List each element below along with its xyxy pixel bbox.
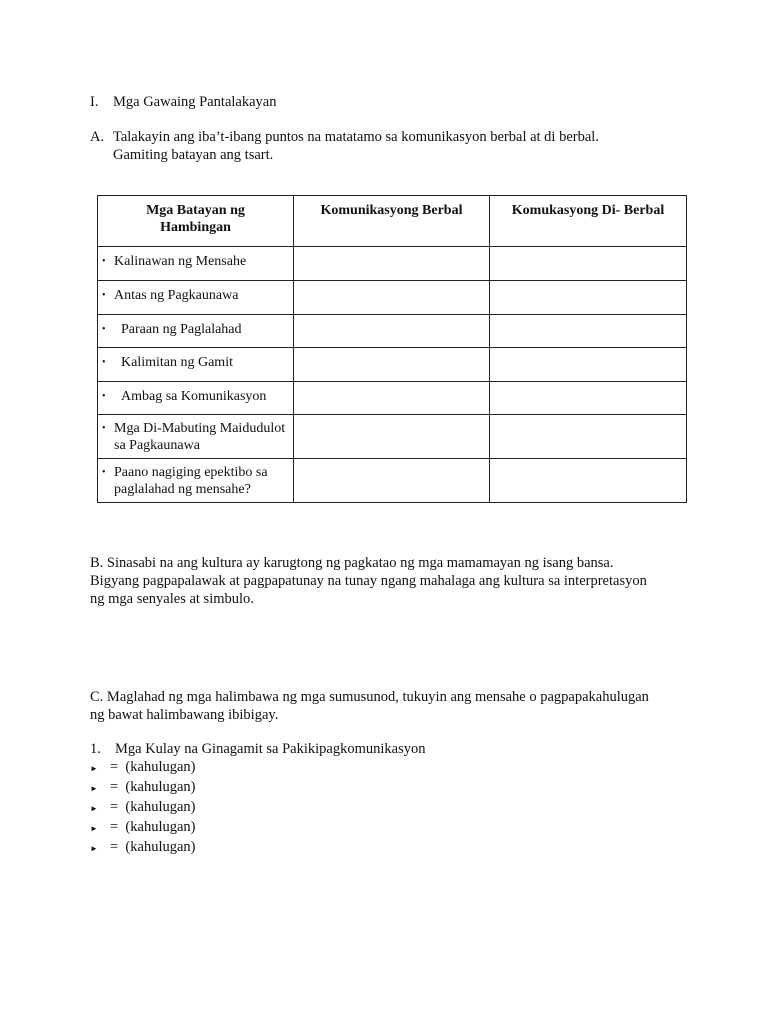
item-1-heading	[90, 740, 426, 758]
criterion-cell: • Paano nagiging epektibo sa paglalahad ng mensahe?	[98, 459, 294, 503]
criterion-cell: • Mga Di-Mabuting Maidudulot sa Pagkaunawa	[98, 415, 294, 459]
berbal-answer-cell[interactable]	[294, 459, 490, 503]
di-berbal-answer-cell[interactable]	[490, 348, 687, 382]
part-a	[90, 128, 599, 163]
table-row	[98, 415, 687, 459]
kahulugan-entry: = (kahulugan)	[110, 779, 196, 795]
table-row	[98, 459, 687, 503]
table-row	[98, 315, 687, 348]
section-i-numeral: I.	[90, 94, 99, 110]
header-batayan: Mga Batayan ng Hambingan	[98, 196, 294, 247]
criterion-cell: • Ambag sa Komunikasyon	[98, 382, 294, 415]
berbal-answer-cell[interactable]	[294, 281, 490, 315]
di-berbal-answer-cell[interactable]	[490, 315, 687, 348]
berbal-answer-cell[interactable]	[294, 247, 490, 281]
comparison-table	[97, 195, 687, 503]
arrow-bullet-icon: ►	[90, 804, 98, 813]
criterion-cell: • Kalimitan ng Gamit	[98, 348, 294, 382]
part-b-line1: B. Sinasabi na ang kultura ay karugtong ng pagkatao ng mga mamamayan ng isang bansa.	[90, 555, 614, 571]
table-row	[98, 348, 687, 382]
part-a-letter: A.	[90, 129, 105, 145]
di-berbal-answer-cell[interactable]	[490, 459, 687, 503]
list-item	[90, 798, 196, 818]
list-item	[90, 758, 196, 778]
part-c	[90, 688, 649, 724]
arrow-bullet-icon: ►	[90, 844, 98, 853]
list-item	[90, 818, 196, 838]
berbal-answer-cell[interactable]	[294, 348, 490, 382]
part-b	[90, 554, 647, 608]
item-1-number: 1.	[90, 741, 101, 757]
list-item	[90, 838, 196, 858]
part-a-line1: Talakayin ang iba’t-ibang puntos na matatamo sa komunikasyon berbal at di berbal.	[113, 129, 599, 145]
part-b-line2: Bigyang pagpapalawak at pagpapatunay na tunay ngang mahalaga ang kultura sa interpretasyon	[90, 573, 647, 589]
criterion-cell: • Paraan ng Paglalahad	[98, 315, 294, 348]
section-i-title: Mga Gawaing Pantalakayan	[113, 94, 277, 110]
header-di-berbal: Komukasyong Di- Berbal	[490, 196, 687, 247]
criterion-cell: • Kalinawan ng Mensahe	[98, 247, 294, 281]
table-header-row	[98, 196, 687, 247]
header-berbal: Komunikasyong Berbal	[294, 196, 490, 247]
arrow-bullet-icon: ►	[90, 824, 98, 833]
part-b-line3: ng mga senyales at simbulo.	[90, 591, 254, 607]
arrow-bullet-icon: ►	[90, 764, 98, 773]
table-row	[98, 281, 687, 315]
section-i-heading	[90, 93, 277, 111]
part-c-line2: ng bawat halimbawang ibibigay.	[90, 707, 279, 723]
di-berbal-answer-cell[interactable]	[490, 247, 687, 281]
berbal-answer-cell[interactable]	[294, 415, 490, 459]
item-1-title: Mga Kulay na Ginagamit sa Pakikipagkomunikasyon	[115, 741, 426, 757]
list-item	[90, 778, 196, 798]
di-berbal-answer-cell[interactable]	[490, 382, 687, 415]
part-c-line1: C. Maglahad ng mga halimbawa ng mga sumusunod, tukuyin ang mensahe o pagpapakahulugan	[90, 689, 649, 705]
item-1	[90, 740, 426, 858]
part-a-line2: Gamiting batayan ang tsart.	[113, 147, 274, 163]
di-berbal-answer-cell[interactable]	[490, 415, 687, 459]
kahulugan-entry: = (kahulugan)	[110, 839, 196, 855]
kahulugan-entry: = (kahulugan)	[110, 799, 196, 815]
table-row	[98, 247, 687, 281]
berbal-answer-cell[interactable]	[294, 315, 490, 348]
berbal-answer-cell[interactable]	[294, 382, 490, 415]
kahulugan-entry: = (kahulugan)	[110, 819, 196, 835]
table-row	[98, 382, 687, 415]
arrow-bullet-icon: ►	[90, 784, 98, 793]
criterion-cell: • Antas ng Pagkaunawa	[98, 281, 294, 315]
kahulugan-entry: = (kahulugan)	[110, 759, 196, 775]
di-berbal-answer-cell[interactable]	[490, 281, 687, 315]
